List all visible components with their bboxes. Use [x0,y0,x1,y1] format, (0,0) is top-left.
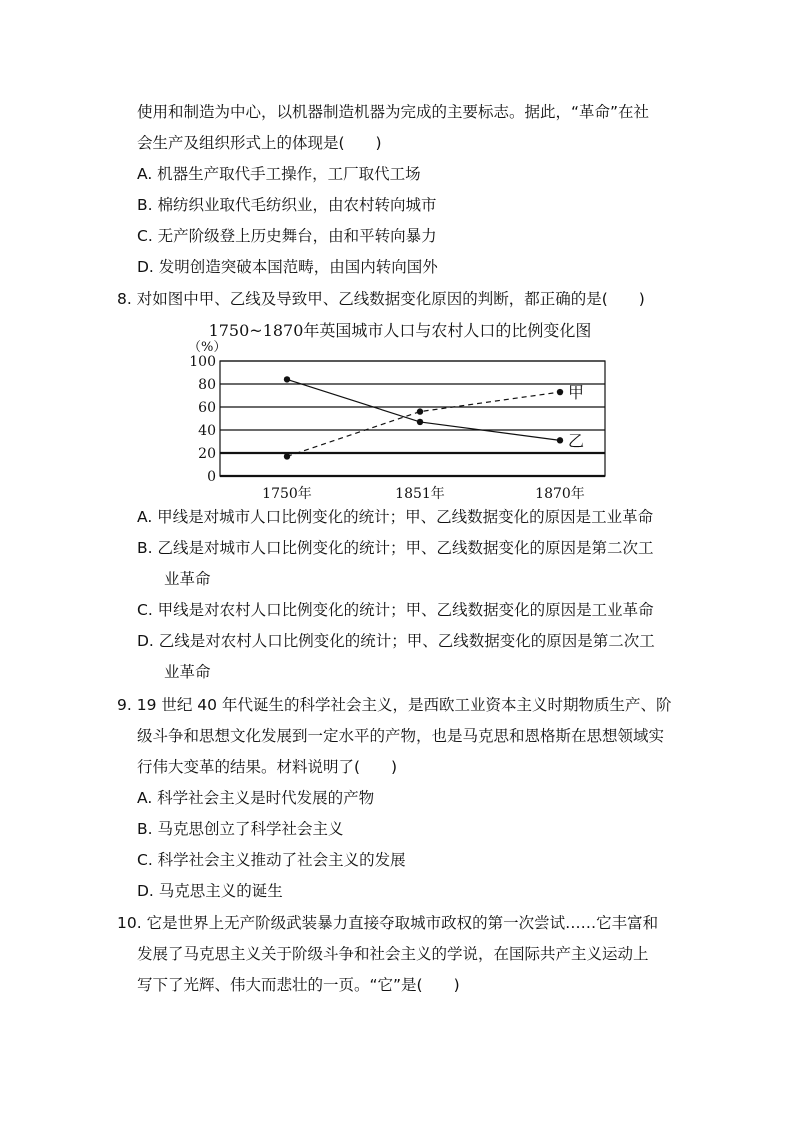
q8-option-b-line-2: 业革命 [164,570,211,588]
chart-data-point [284,453,290,459]
chart-x-ticks [262,485,585,502]
chart-y-tick-label: 60 [198,400,216,416]
q7-option-d: D. 发明创造突破本国范畴，由国内转向国外 [137,258,438,276]
chart-y-ticks [189,354,216,485]
chart-y-tick-label: 80 [198,377,216,393]
chart-y-tick-label: 100 [189,354,216,370]
q8-option-d-line-2: 业革命 [164,663,211,681]
chart-x-tick-label: 1750年 [262,486,312,502]
chart-x-tick-label: 1870年 [535,486,585,502]
q10-stem-line-1: 10. 它是世界上无产阶级武装暴力直接夺取城市政权的第一次尝试……它丰富和 [117,914,659,932]
chart-title: 1750~1870年英国城市人口与农村人口的比例变化图 [208,321,592,340]
q9-option-b: B. 马克思创立了科学社会主义 [137,820,344,838]
chart-y-axis-label: （%） [188,340,227,355]
q9-stem-line-2: 级斗争和思想文化发展到一定水平的产物，也是马克思和恩格斯在思想领域实 [137,727,665,745]
chart-frame [220,361,605,476]
chart-series [284,376,584,459]
q9-option-c: C. 科学社会主义推动了社会主义的发展 [137,851,406,869]
chart-data-point [284,376,290,382]
chart-grid [220,361,605,476]
chart-series-label: 乙 [568,431,585,451]
chart-data-point [417,408,423,414]
q8-stem: 8. 对如图中甲、乙线及导致甲、乙线数据变化原因的判断，都正确的是( ) [117,290,645,308]
q9-option-a: A. 科学社会主义是时代发展的产物 [137,789,375,807]
q9-stem-line-3: 行伟大变革的结果。材料说明了( ) [137,758,398,776]
q9-stem-line-1: 9. 19 世纪 40 年代诞生的科学社会主义，是西欧工业资本主义时期物质生产、阶 [117,696,672,714]
population-ratio-chart [180,316,620,506]
q8-option-a: A. 甲线是对城市人口比例变化的统计；甲、乙线数据变化的原因是工业革命 [137,508,654,526]
q8-option-c: C. 甲线是对农村人口比例变化的统计；甲、乙线数据变化的原因是工业革命 [137,601,654,619]
q7-option-c: C. 无产阶级登上历史舞台，由和平转向暴力 [137,227,437,245]
chart-data-point [557,389,563,395]
q10-stem-line-2: 发展了马克思主义关于阶级斗争和社会主义的学说，在国际共产主义运动上 [137,945,649,963]
q9-option-d: D. 马克思主义的诞生 [137,882,283,900]
chart-y-tick-label: 0 [207,469,216,485]
q8-option-b-line-1: B. 乙线是对城市人口比例变化的统计；甲、乙线数据变化的原因是第二次工 [137,539,654,557]
chart-series-line [287,392,560,456]
q7-option-a: A. 机器生产取代手工操作，工厂取代工场 [137,165,421,183]
chart-data-point [417,419,423,425]
q7-option-b: B. 棉纺织业取代毛纺织业，由农村转向城市 [137,196,437,214]
chart-y-tick-label: 40 [198,423,216,439]
chart-series-label: 甲 [568,383,585,403]
q8-option-d-line-1: D. 乙线是对农村人口比例变化的统计；甲、乙线数据变化的原因是第二次工 [137,632,655,650]
q10-stem-line-3: 写下了光辉、伟大而悲壮的一页。“它”是( ) [137,976,460,994]
q7-stem-line-1: 使用和制造为中心，以机器制造机器为完成的主要标志。据此，“革命”在社 [137,103,650,121]
chart-x-tick-label: 1851年 [395,486,445,502]
chart-svg [180,316,620,506]
chart-series-line [287,379,560,440]
q7-stem-line-2: 会生产及组织形式上的体现是( ) [137,134,382,152]
chart-y-tick-label: 20 [198,446,216,462]
chart-data-point [557,437,563,443]
